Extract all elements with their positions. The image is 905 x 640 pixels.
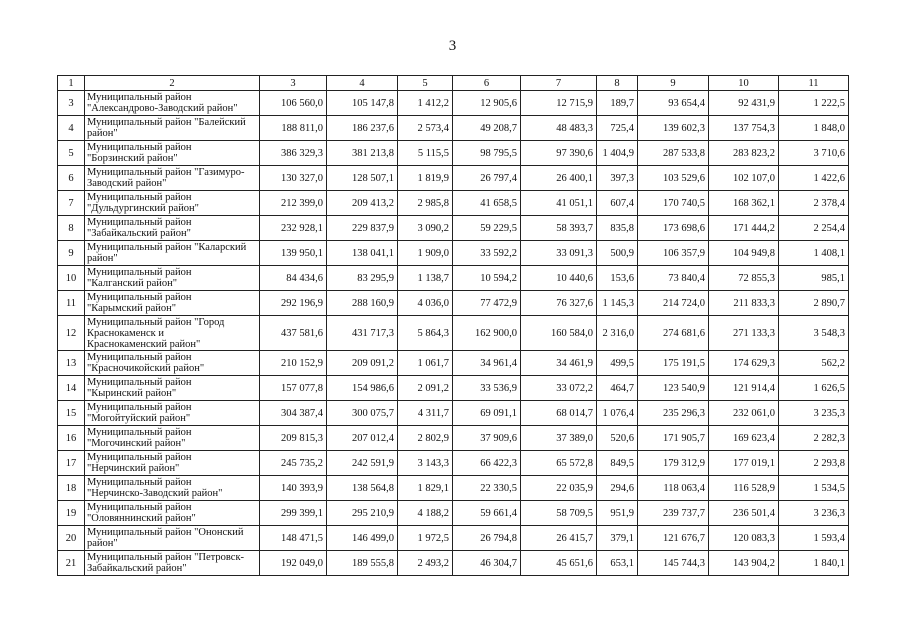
value-cell-col-5: 1 061,7 [398, 351, 453, 376]
value-cell-col-7: 34 461,9 [521, 351, 597, 376]
value-cell-col-7: 41 051,1 [521, 191, 597, 216]
value-cell-col-11: 2 254,4 [779, 216, 849, 241]
value-cell-col-8: 397,3 [597, 166, 638, 191]
budget-table [57, 75, 849, 576]
value-cell-col-10: 92 431,9 [709, 91, 779, 116]
district-name [85, 526, 260, 551]
value-cell-col-3: 245 735,2 [260, 451, 327, 476]
value-cell-col-7: 76 327,6 [521, 291, 597, 316]
column-header-4: 4 [327, 76, 398, 91]
district-name-line: "Забайкальский район" [87, 228, 191, 239]
value-cell-col-4: 242 591,9 [327, 451, 398, 476]
value-cell-col-9: 173 698,6 [638, 216, 709, 241]
column-header-6: 6 [453, 76, 521, 91]
column-header-10: 10 [709, 76, 779, 91]
table-row [58, 351, 849, 376]
value-cell-col-7: 58 709,5 [521, 501, 597, 526]
district-name-line: Муниципальный район [87, 377, 192, 388]
district-name [85, 166, 260, 191]
value-cell-col-7: 160 584,0 [521, 316, 597, 351]
value-cell-col-8: 153,6 [597, 266, 638, 291]
value-cell-col-11: 1 593,4 [779, 526, 849, 551]
value-cell-col-9: 118 063,4 [638, 476, 709, 501]
district-name-line: "Нерчинский район" [87, 463, 180, 474]
value-cell-col-11: 3 548,3 [779, 316, 849, 351]
district-name-line: Муниципальный район [87, 477, 192, 488]
district-name [85, 551, 260, 576]
value-cell-col-7: 37 389,0 [521, 426, 597, 451]
value-cell-col-3: 232 928,1 [260, 216, 327, 241]
value-cell-col-7: 97 390,6 [521, 141, 597, 166]
value-cell-col-6: 26 797,4 [453, 166, 521, 191]
value-cell-col-8: 500,9 [597, 241, 638, 266]
value-cell-col-10: 283 823,2 [709, 141, 779, 166]
value-cell-col-5: 1 829,1 [398, 476, 453, 501]
value-cell-col-3: 437 581,6 [260, 316, 327, 351]
value-cell-col-5: 2 573,4 [398, 116, 453, 141]
value-cell-col-3: 148 471,5 [260, 526, 327, 551]
value-cell-col-7: 10 440,6 [521, 266, 597, 291]
column-header-7: 7 [521, 76, 597, 91]
district-name-line: "Кыринский район" [87, 388, 177, 399]
value-cell-col-10: 211 833,3 [709, 291, 779, 316]
value-cell-col-10: 120 083,3 [709, 526, 779, 551]
value-cell-col-5: 5 115,5 [398, 141, 453, 166]
value-cell-col-11: 985,1 [779, 266, 849, 291]
row-index: 11 [58, 291, 85, 316]
value-cell-col-6: 66 422,3 [453, 451, 521, 476]
value-cell-col-5: 2 091,2 [398, 376, 453, 401]
value-cell-col-6: 49 208,7 [453, 116, 521, 141]
value-cell-col-9: 179 312,9 [638, 451, 709, 476]
value-cell-col-5: 1 972,5 [398, 526, 453, 551]
table-header-row [58, 76, 849, 91]
value-cell-col-5: 5 864,3 [398, 316, 453, 351]
page-number: 3 [448, 38, 457, 54]
value-cell-col-11: 3 710,6 [779, 141, 849, 166]
value-cell-col-11: 2 293,8 [779, 451, 849, 476]
table-row [58, 191, 849, 216]
district-name-line: район" [87, 538, 118, 549]
value-cell-col-9: 139 602,3 [638, 116, 709, 141]
district-name-line: "Карымский район" [87, 303, 177, 314]
value-cell-col-6: 33 592,2 [453, 241, 521, 266]
district-name [85, 401, 260, 426]
value-cell-col-4: 381 213,8 [327, 141, 398, 166]
value-cell-col-7: 65 572,8 [521, 451, 597, 476]
district-name [85, 451, 260, 476]
district-name-line: район" [87, 128, 118, 139]
value-cell-col-8: 379,1 [597, 526, 638, 551]
value-cell-col-4: 128 507,1 [327, 166, 398, 191]
value-cell-col-6: 59 229,5 [453, 216, 521, 241]
value-cell-col-5: 4 036,0 [398, 291, 453, 316]
value-cell-col-6: 46 304,7 [453, 551, 521, 576]
district-name-line: Краснокаменск и [87, 327, 164, 339]
district-name-line: "Оловяннинский район" [87, 513, 196, 524]
row-index: 12 [58, 316, 85, 351]
value-cell-col-8: 951,9 [597, 501, 638, 526]
district-name [85, 91, 260, 116]
district-name-line: Муниципальный район [87, 452, 192, 463]
value-cell-col-8: 294,6 [597, 476, 638, 501]
row-index: 15 [58, 401, 85, 426]
district-name-line: Муниципальный район [87, 92, 192, 103]
value-cell-col-8: 499,5 [597, 351, 638, 376]
value-cell-col-5: 4 311,7 [398, 401, 453, 426]
district-name-line: "Калганский район" [87, 278, 178, 289]
value-cell-col-6: 22 330,5 [453, 476, 521, 501]
value-cell-col-9: 239 737,7 [638, 501, 709, 526]
row-index: 14 [58, 376, 85, 401]
value-cell-col-8: 607,4 [597, 191, 638, 216]
value-cell-col-5: 3 143,3 [398, 451, 453, 476]
table-body [58, 91, 849, 576]
value-cell-col-3: 130 327,0 [260, 166, 327, 191]
value-cell-col-8: 189,7 [597, 91, 638, 116]
value-cell-col-6: 41 658,5 [453, 191, 521, 216]
district-name-line: Муниципальный район [87, 192, 192, 203]
column-header-8: 8 [597, 76, 638, 91]
value-cell-col-9: 93 654,4 [638, 91, 709, 116]
value-cell-col-11: 562,2 [779, 351, 849, 376]
district-name-line: "Александрово-Заводский район" [87, 103, 238, 114]
value-cell-col-4: 138 041,1 [327, 241, 398, 266]
table-row [58, 241, 849, 266]
district-name-line: район" [87, 253, 118, 264]
column-header-5: 5 [398, 76, 453, 91]
district-name [85, 241, 260, 266]
row-index: 10 [58, 266, 85, 291]
value-cell-col-4: 207 012,4 [327, 426, 398, 451]
district-name-line: "Дульдургинский район" [87, 203, 199, 214]
value-cell-col-6: 33 536,9 [453, 376, 521, 401]
value-cell-col-10: 104 949,8 [709, 241, 779, 266]
value-cell-col-7: 33 091,3 [521, 241, 597, 266]
district-name-line: "Могочинский район" [87, 438, 186, 449]
column-header-2: 2 [85, 76, 260, 91]
value-cell-col-9: 214 724,0 [638, 291, 709, 316]
value-cell-col-8: 1 076,4 [597, 401, 638, 426]
district-name [85, 266, 260, 291]
value-cell-col-8: 725,4 [597, 116, 638, 141]
value-cell-col-9: 175 191,5 [638, 351, 709, 376]
value-cell-col-8: 835,8 [597, 216, 638, 241]
column-header-3: 3 [260, 76, 327, 91]
value-cell-col-4: 186 237,6 [327, 116, 398, 141]
value-cell-col-10: 72 855,3 [709, 266, 779, 291]
value-cell-col-8: 653,1 [597, 551, 638, 576]
value-cell-col-11: 1 626,5 [779, 376, 849, 401]
value-cell-col-8: 849,5 [597, 451, 638, 476]
value-cell-col-4: 300 075,7 [327, 401, 398, 426]
value-cell-col-7: 33 072,2 [521, 376, 597, 401]
value-cell-col-11: 3 235,3 [779, 401, 849, 426]
value-cell-col-10: 271 133,3 [709, 316, 779, 351]
district-name-line: Муниципальный район [87, 292, 192, 303]
value-cell-col-10: 171 444,2 [709, 216, 779, 241]
value-cell-col-11: 1 422,6 [779, 166, 849, 191]
value-cell-col-9: 235 296,3 [638, 401, 709, 426]
value-cell-col-7: 22 035,9 [521, 476, 597, 501]
table-row [58, 91, 849, 116]
column-header-9: 9 [638, 76, 709, 91]
value-cell-col-3: 192 049,0 [260, 551, 327, 576]
value-cell-col-9: 103 529,6 [638, 166, 709, 191]
district-name-line: Муниципальный район "Каларский [87, 242, 247, 253]
value-cell-col-8: 2 316,0 [597, 316, 638, 351]
value-cell-col-10: 232 061,0 [709, 401, 779, 426]
value-cell-col-3: 292 196,9 [260, 291, 327, 316]
district-name-line: Муниципальный район [87, 352, 192, 363]
district-name-line: Муниципальный район "Балейский [87, 117, 246, 128]
value-cell-col-3: 157 077,8 [260, 376, 327, 401]
value-cell-col-5: 1 819,9 [398, 166, 453, 191]
district-name-line: "Могойтуйский район" [87, 413, 191, 424]
district-name [85, 351, 260, 376]
value-cell-col-8: 1 404,9 [597, 141, 638, 166]
table-row [58, 291, 849, 316]
value-cell-col-6: 162 900,0 [453, 316, 521, 351]
value-cell-col-8: 464,7 [597, 376, 638, 401]
value-cell-col-6: 59 661,4 [453, 501, 521, 526]
value-cell-col-5: 1 412,2 [398, 91, 453, 116]
value-cell-col-10: 169 623,4 [709, 426, 779, 451]
value-cell-col-10: 143 904,2 [709, 551, 779, 576]
value-cell-col-5: 4 188,2 [398, 501, 453, 526]
district-name [85, 476, 260, 501]
column-header-1: 1 [58, 76, 85, 91]
value-cell-col-4: 189 555,8 [327, 551, 398, 576]
value-cell-col-11: 2 890,7 [779, 291, 849, 316]
table-row [58, 551, 849, 576]
value-cell-col-3: 212 399,0 [260, 191, 327, 216]
table-row [58, 141, 849, 166]
row-index: 13 [58, 351, 85, 376]
value-cell-col-3: 299 399,1 [260, 501, 327, 526]
value-cell-col-5: 2 493,2 [398, 551, 453, 576]
table-row [58, 116, 849, 141]
row-index: 6 [58, 166, 85, 191]
district-name-line: Забайкальский район" [87, 563, 187, 574]
value-cell-col-7: 12 715,9 [521, 91, 597, 116]
value-cell-col-10: 102 107,0 [709, 166, 779, 191]
value-cell-col-6: 10 594,2 [453, 266, 521, 291]
value-cell-col-9: 170 740,5 [638, 191, 709, 216]
table-row [58, 501, 849, 526]
district-name-line: Муниципальный район [87, 502, 192, 513]
value-cell-col-9: 106 357,9 [638, 241, 709, 266]
district-name-line: Муниципальный район "Газимуро- [87, 167, 245, 178]
row-index: 7 [58, 191, 85, 216]
value-cell-col-6: 34 961,4 [453, 351, 521, 376]
value-cell-col-11: 1 534,5 [779, 476, 849, 501]
table-row [58, 316, 849, 351]
value-cell-col-4: 83 295,9 [327, 266, 398, 291]
value-cell-col-11: 1 408,1 [779, 241, 849, 266]
value-cell-col-10: 174 629,3 [709, 351, 779, 376]
value-cell-col-4: 154 986,6 [327, 376, 398, 401]
district-name-line: Заводский район" [87, 178, 167, 189]
row-index: 18 [58, 476, 85, 501]
row-index: 8 [58, 216, 85, 241]
value-cell-col-11: 2 282,3 [779, 426, 849, 451]
district-name-line: Муниципальный район [87, 427, 192, 438]
district-name-line: Муниципальный район "Город [87, 316, 225, 328]
value-cell-col-7: 26 400,1 [521, 166, 597, 191]
table-row [58, 216, 849, 241]
value-cell-col-4: 138 564,8 [327, 476, 398, 501]
value-cell-col-5: 2 985,8 [398, 191, 453, 216]
district-name-line: Муниципальный район "Ононский [87, 527, 244, 538]
district-name-line: Муниципальный район [87, 217, 192, 228]
value-cell-col-9: 121 676,7 [638, 526, 709, 551]
district-name-line: Муниципальный район [87, 142, 192, 153]
value-cell-col-7: 58 393,7 [521, 216, 597, 241]
value-cell-col-4: 288 160,9 [327, 291, 398, 316]
district-name-line: "Нерчинско-Заводский район" [87, 488, 223, 499]
district-name [85, 426, 260, 451]
value-cell-col-10: 116 528,9 [709, 476, 779, 501]
value-cell-col-3: 139 950,1 [260, 241, 327, 266]
value-cell-col-4: 146 499,0 [327, 526, 398, 551]
row-index: 20 [58, 526, 85, 551]
table-row [58, 266, 849, 291]
value-cell-col-4: 295 210,9 [327, 501, 398, 526]
value-cell-col-3: 209 815,3 [260, 426, 327, 451]
value-cell-col-11: 1 222,5 [779, 91, 849, 116]
value-cell-col-3: 84 434,6 [260, 266, 327, 291]
column-header-11: 11 [779, 76, 849, 91]
value-cell-col-10: 137 754,3 [709, 116, 779, 141]
value-cell-col-4: 431 717,3 [327, 316, 398, 351]
district-name-line: "Красночикойский район" [87, 363, 205, 374]
value-cell-col-9: 171 905,7 [638, 426, 709, 451]
value-cell-col-9: 123 540,9 [638, 376, 709, 401]
value-cell-col-3: 106 560,0 [260, 91, 327, 116]
district-name-line: Муниципальный район [87, 402, 192, 413]
row-index: 16 [58, 426, 85, 451]
district-name-line: "Борзинский район" [87, 153, 178, 164]
value-cell-col-6: 26 794,8 [453, 526, 521, 551]
district-name [85, 116, 260, 141]
value-cell-col-7: 45 651,6 [521, 551, 597, 576]
value-cell-col-11: 1 848,0 [779, 116, 849, 141]
row-index: 9 [58, 241, 85, 266]
value-cell-col-9: 73 840,4 [638, 266, 709, 291]
table-row [58, 426, 849, 451]
value-cell-col-5: 3 090,2 [398, 216, 453, 241]
value-cell-col-10: 177 019,1 [709, 451, 779, 476]
value-cell-col-9: 287 533,8 [638, 141, 709, 166]
row-index: 5 [58, 141, 85, 166]
value-cell-col-11: 2 378,4 [779, 191, 849, 216]
row-index: 4 [58, 116, 85, 141]
district-name [85, 141, 260, 166]
value-cell-col-6: 69 091,1 [453, 401, 521, 426]
district-name [85, 191, 260, 216]
value-cell-col-11: 1 840,1 [779, 551, 849, 576]
row-index: 21 [58, 551, 85, 576]
district-name-line: Муниципальный район [87, 267, 192, 278]
row-index: 17 [58, 451, 85, 476]
table-row [58, 166, 849, 191]
value-cell-col-6: 98 795,5 [453, 141, 521, 166]
value-cell-col-8: 520,6 [597, 426, 638, 451]
table-row [58, 476, 849, 501]
district-name [85, 501, 260, 526]
table-row [58, 526, 849, 551]
value-cell-col-4: 209 413,2 [327, 191, 398, 216]
value-cell-col-10: 121 914,4 [709, 376, 779, 401]
value-cell-col-5: 1 138,7 [398, 266, 453, 291]
district-name [85, 316, 260, 351]
value-cell-col-6: 37 909,6 [453, 426, 521, 451]
value-cell-col-11: 3 236,3 [779, 501, 849, 526]
table-row [58, 451, 849, 476]
value-cell-col-6: 77 472,9 [453, 291, 521, 316]
value-cell-col-3: 188 811,0 [260, 116, 327, 141]
row-index: 3 [58, 91, 85, 116]
value-cell-col-4: 209 091,2 [327, 351, 398, 376]
district-name [85, 291, 260, 316]
district-name-line: Муниципальный район "Петровск- [87, 552, 245, 563]
value-cell-col-7: 48 483,3 [521, 116, 597, 141]
table-row [58, 401, 849, 426]
value-cell-col-7: 26 415,7 [521, 526, 597, 551]
value-cell-col-5: 1 909,0 [398, 241, 453, 266]
value-cell-col-3: 304 387,4 [260, 401, 327, 426]
value-cell-col-4: 229 837,9 [327, 216, 398, 241]
value-cell-col-9: 145 744,3 [638, 551, 709, 576]
value-cell-col-9: 274 681,6 [638, 316, 709, 351]
district-name [85, 216, 260, 241]
value-cell-col-3: 210 152,9 [260, 351, 327, 376]
value-cell-col-3: 386 329,3 [260, 141, 327, 166]
district-name-line: Краснокаменский район" [87, 338, 201, 350]
value-cell-col-4: 105 147,8 [327, 91, 398, 116]
value-cell-col-8: 1 145,3 [597, 291, 638, 316]
table-row [58, 376, 849, 401]
value-cell-col-10: 168 362,1 [709, 191, 779, 216]
value-cell-col-3: 140 393,9 [260, 476, 327, 501]
row-index: 19 [58, 501, 85, 526]
value-cell-col-7: 68 014,7 [521, 401, 597, 426]
value-cell-col-6: 12 905,6 [453, 91, 521, 116]
value-cell-col-10: 236 501,4 [709, 501, 779, 526]
district-name [85, 376, 260, 401]
value-cell-col-5: 2 802,9 [398, 426, 453, 451]
